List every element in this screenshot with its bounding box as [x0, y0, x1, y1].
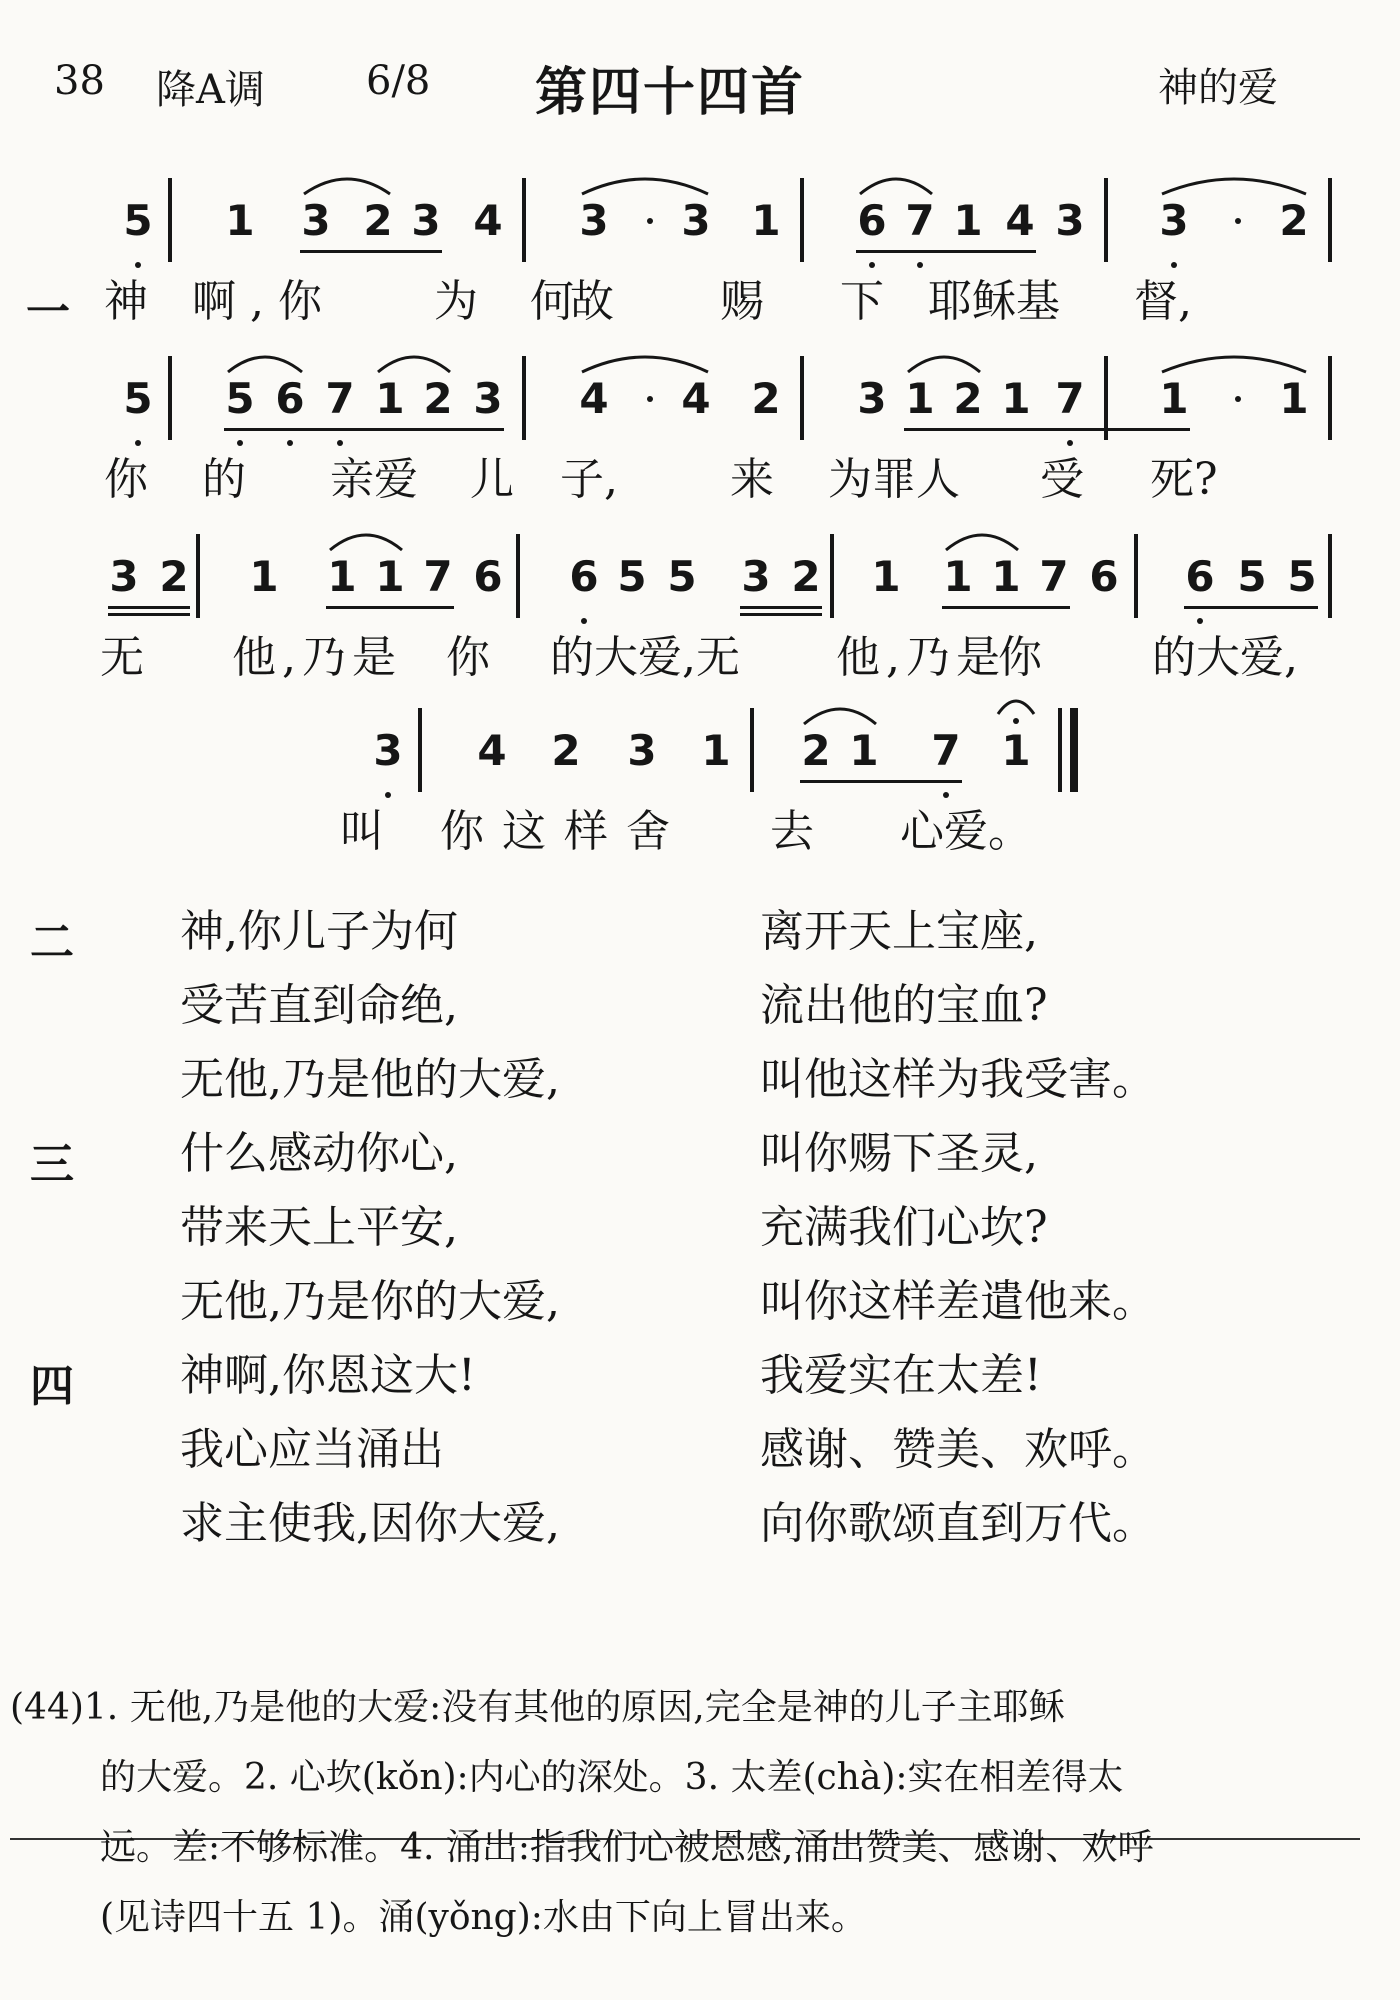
verse-line-left: 求主使我,因你大爱, [180, 1498, 560, 1549]
slur [908, 357, 980, 372]
slur [582, 357, 708, 372]
note: 1 [751, 196, 781, 245]
note: 3 [1159, 196, 1189, 245]
note: 7 [423, 552, 453, 601]
footnote-line: (44)1. 无他,乃是他的大爱:没有其他的原因,完全是神的儿子主耶稣 [10, 1687, 1065, 1728]
note: 3 [681, 196, 711, 245]
lyric-syllable: 为罪人 [828, 454, 960, 505]
verse-line-left: 我心应当涌出 [180, 1424, 444, 1475]
lyric-syllable: 他,乃是 [232, 632, 402, 683]
note: 4 [681, 374, 711, 423]
page-number: 38 [54, 58, 105, 104]
note: 2 [363, 196, 393, 245]
verse-number: 二 [30, 917, 74, 968]
note: 7 [931, 726, 961, 775]
note: 3 [857, 374, 887, 423]
note: 1 [849, 726, 879, 775]
note: 1 [701, 726, 731, 775]
note: 1 [327, 552, 357, 601]
note: 6 [473, 552, 503, 601]
lyric-syllable: 去 [770, 806, 814, 857]
slur [582, 179, 708, 194]
key-signature: 降A调 [156, 67, 265, 113]
note: 4 [473, 196, 503, 245]
note: 6 [275, 374, 305, 423]
lyric-syllable: 亲爱 [330, 454, 418, 505]
verse-line-right: 离开天上宝座, [760, 906, 1038, 957]
note: 1 [991, 552, 1021, 601]
verse-line-right: 叫他这样为我受害。 [760, 1054, 1156, 1105]
note: 4 [579, 374, 609, 423]
verse-line-right: 流出他的宝血? [760, 980, 1048, 1031]
lyric-syllable: 赐 [720, 276, 764, 327]
lyric-syllable: 你 [446, 632, 490, 683]
note: 7 [325, 374, 355, 423]
note: 5 [1287, 552, 1317, 601]
note: 3 [579, 196, 609, 245]
note: 6 [569, 552, 599, 601]
lyric-syllable: 你 [104, 454, 148, 505]
verse-line-right: 我爱实在太差! [760, 1350, 1042, 1401]
verse-line-left: 受苦直到命绝, [180, 980, 458, 1031]
note: 2 [751, 374, 781, 423]
footnote-line: (见诗四十五 1)。涌(yǒng):水由下向上冒出来。 [100, 1897, 867, 1938]
note: 4 [477, 726, 507, 775]
lyric-syllable: 的大爱, [1152, 632, 1298, 683]
note: 1 [375, 374, 405, 423]
note: 6 [857, 196, 887, 245]
note: 3 [627, 726, 657, 775]
verse-line-left: 神,你儿子为何 [180, 906, 458, 957]
note: 5 [667, 552, 697, 601]
note: 1 [375, 552, 405, 601]
lyric-syllable: 死? [1150, 454, 1218, 505]
slur [228, 357, 302, 372]
hymn-title: 第四十四首 [535, 63, 806, 123]
note: 2 [551, 726, 581, 775]
note: 6 [1185, 552, 1215, 601]
verse-number: 三 [30, 1139, 74, 1190]
verse-line-left: 神啊,你恩这大! [180, 1350, 476, 1401]
lyric-syllable: 你这样舍 [440, 806, 688, 857]
note: 2 [159, 552, 189, 601]
slur [304, 179, 390, 194]
note: 5 [225, 374, 255, 423]
note: 3 [301, 196, 331, 245]
lyric-syllable: 啊,你 [192, 276, 336, 327]
lyric-syllable: 你 [998, 632, 1042, 683]
lyric-syllable: 耶稣基 [928, 276, 1060, 327]
verse-line-left: 什么感动你心, [180, 1128, 458, 1179]
verse-number: 四 [30, 1361, 74, 1412]
verse-number-1: 一 [26, 287, 70, 338]
lyric-syllable: 子, [560, 454, 618, 505]
verse-line-right: 叫你这样差遣他来。 [760, 1276, 1156, 1327]
lyric-syllable: 下 [840, 276, 884, 327]
note: 3 [411, 196, 441, 245]
verse-line-left: 无他,乃是他的大爱, [180, 1054, 560, 1105]
lyric-syllable: 受 [1040, 454, 1084, 505]
note: 3 [1055, 196, 1085, 245]
lyric-syllable: 神 [104, 276, 148, 327]
slur [330, 535, 402, 550]
lyric-syllable: 故 [570, 276, 614, 327]
verse-line-right: 感谢、赞美、欢呼。 [760, 1424, 1156, 1475]
note: 2 [1279, 196, 1309, 245]
note: 3 [473, 374, 503, 423]
lyric-syllable: 他,乃是 [836, 632, 1006, 683]
note: 1 [905, 374, 935, 423]
verse-line-left: 带来天上平安, [180, 1202, 458, 1253]
note: 2 [423, 374, 453, 423]
lyric-syllable: 的 [202, 454, 246, 505]
note: 3 [741, 552, 771, 601]
slur [946, 535, 1018, 550]
note: 6 [1089, 552, 1119, 601]
note: 1 [943, 552, 973, 601]
lyric-syllable: 督, [1134, 276, 1192, 327]
note: 1 [1001, 374, 1031, 423]
footnote-line: 的大爱。2. 心坎(kǒn):内心的深处。3. 太差(chà):实在相差得太 [100, 1757, 1124, 1798]
slur [1162, 179, 1306, 194]
note: 3 [109, 552, 139, 601]
lyric-syllable: 的大爱,无 [550, 632, 740, 683]
note: 2 [953, 374, 983, 423]
note: 2 [801, 726, 831, 775]
note: 1 [1279, 374, 1309, 423]
slur [804, 709, 876, 724]
footnote-line: 远。差:不够标准。4. 涌出:指我们心被恩感,涌出赞美、感谢、欢呼 [100, 1827, 1154, 1868]
note: 7 [1055, 374, 1085, 423]
note: 1 [1159, 374, 1189, 423]
lyric-syllable: 无 [100, 632, 144, 683]
note: 1 [225, 196, 255, 245]
slur [378, 357, 450, 372]
lyric-syllable: 为 [434, 276, 478, 327]
note: 5 [1237, 552, 1267, 601]
note: 4 [1005, 196, 1035, 245]
lyric-syllable: 何 [530, 276, 574, 327]
verse-line-right: 叫你赐下圣灵, [760, 1128, 1038, 1179]
note: 2 [791, 552, 821, 601]
note: 1 [249, 552, 279, 601]
hymn-theme: 神的爱 [1158, 65, 1278, 111]
lyric-syllable: 来 [730, 454, 774, 505]
slur [860, 179, 932, 194]
lyric-syllable: 儿 [470, 454, 514, 505]
note: 5 [617, 552, 647, 601]
note: 5 [123, 196, 153, 245]
slur [1162, 357, 1306, 372]
note: 1 [1001, 726, 1031, 775]
verse-line-left: 无他,乃是你的大爱, [180, 1276, 560, 1327]
note: 7 [1039, 552, 1069, 601]
note: 1 [871, 552, 901, 601]
note: 1 [953, 196, 983, 245]
verse-line-right: 充满我们心坎? [760, 1202, 1048, 1253]
time-signature: 6/8 [366, 58, 431, 104]
lyric-syllable: 叫 [340, 806, 384, 857]
note: 5 [123, 374, 153, 423]
fermata [998, 701, 1034, 714]
note: 3 [373, 726, 403, 775]
note: 7 [905, 196, 935, 245]
lyric-syllable: 心爱。 [900, 806, 1032, 857]
verse-line-right: 向你歌颂直到万代。 [760, 1498, 1156, 1549]
